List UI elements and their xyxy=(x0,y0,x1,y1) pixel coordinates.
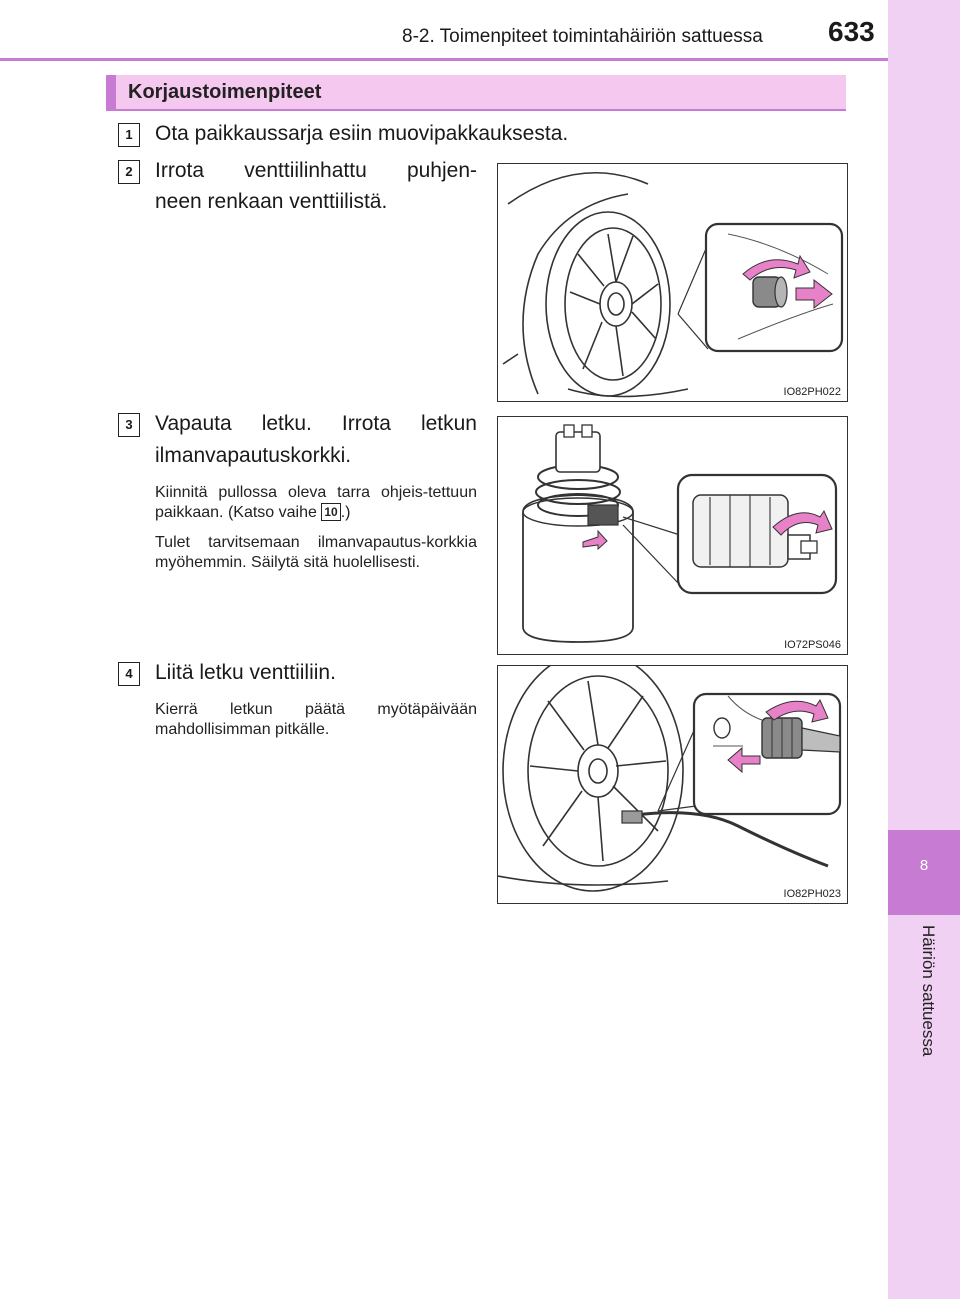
step-3-note-1 xyxy=(155,483,477,523)
step-number-3: 3 xyxy=(118,413,140,437)
wheel-illustration-2 xyxy=(498,666,847,903)
figure-code-1: IO82PH022 xyxy=(783,386,841,398)
step-number-1: 1 xyxy=(118,123,140,147)
step-4-text: Liitä letku venttiiliin. xyxy=(155,661,336,684)
step-2-line-1: Irrota venttiilinhattu puhjen- xyxy=(155,159,477,182)
step-3-note-1-text: Kiinnitä pullossa oleva tarra ohjeis-tettuun paikkaan. (Katso vaihe xyxy=(155,484,477,521)
side-tab-background xyxy=(888,0,960,830)
chapter-label: Häiriön sattuessa xyxy=(919,925,938,1057)
figure-code-2: IO72PS046 xyxy=(784,639,841,651)
bottle-illustration xyxy=(498,417,847,654)
header-divider xyxy=(0,58,888,61)
step-1-text: Ota paikkaussarja esiin muovipakkauksesta. xyxy=(155,122,569,145)
section-title: Korjaustoimenpiteet xyxy=(128,81,322,103)
step-3-note-2: Tulet tarvitsemaan ilmanvapautus-korkkia myöhemmin. Säilytä sitä huolellisesti. xyxy=(155,534,477,571)
figure-connect-hose xyxy=(497,665,848,904)
page-header-title: 8-2. Toimenpiteet toimintahäiriön sattuessa xyxy=(402,26,763,47)
chapter-number-tab[interactable]: 8 xyxy=(888,830,960,915)
step-3-note-1-end: .) xyxy=(340,504,351,521)
figure-valve-cap xyxy=(497,163,848,402)
step-2-line-2: neen renkaan venttiilistä. xyxy=(155,190,388,213)
page-number: 633 xyxy=(828,16,875,47)
wheel-illustration-1 xyxy=(498,164,847,401)
step-number-2: 2 xyxy=(118,160,140,184)
step-reference-box: 10 xyxy=(321,503,340,521)
step-3-line-1: Vapauta letku. Irrota letkun xyxy=(155,412,477,435)
step-3-line-2: ilmanvapautuskorkki. xyxy=(155,444,352,467)
step-number-4: 4 xyxy=(118,662,140,686)
figure-hose-release xyxy=(497,416,848,655)
section-accent xyxy=(106,75,116,109)
figure-code-3: IO82PH023 xyxy=(783,888,841,900)
section-heading-bar xyxy=(106,75,846,111)
step-4-note: Kierrä letkun päätä myötäpäivään mahdollisimman pitkälle. xyxy=(155,701,477,738)
